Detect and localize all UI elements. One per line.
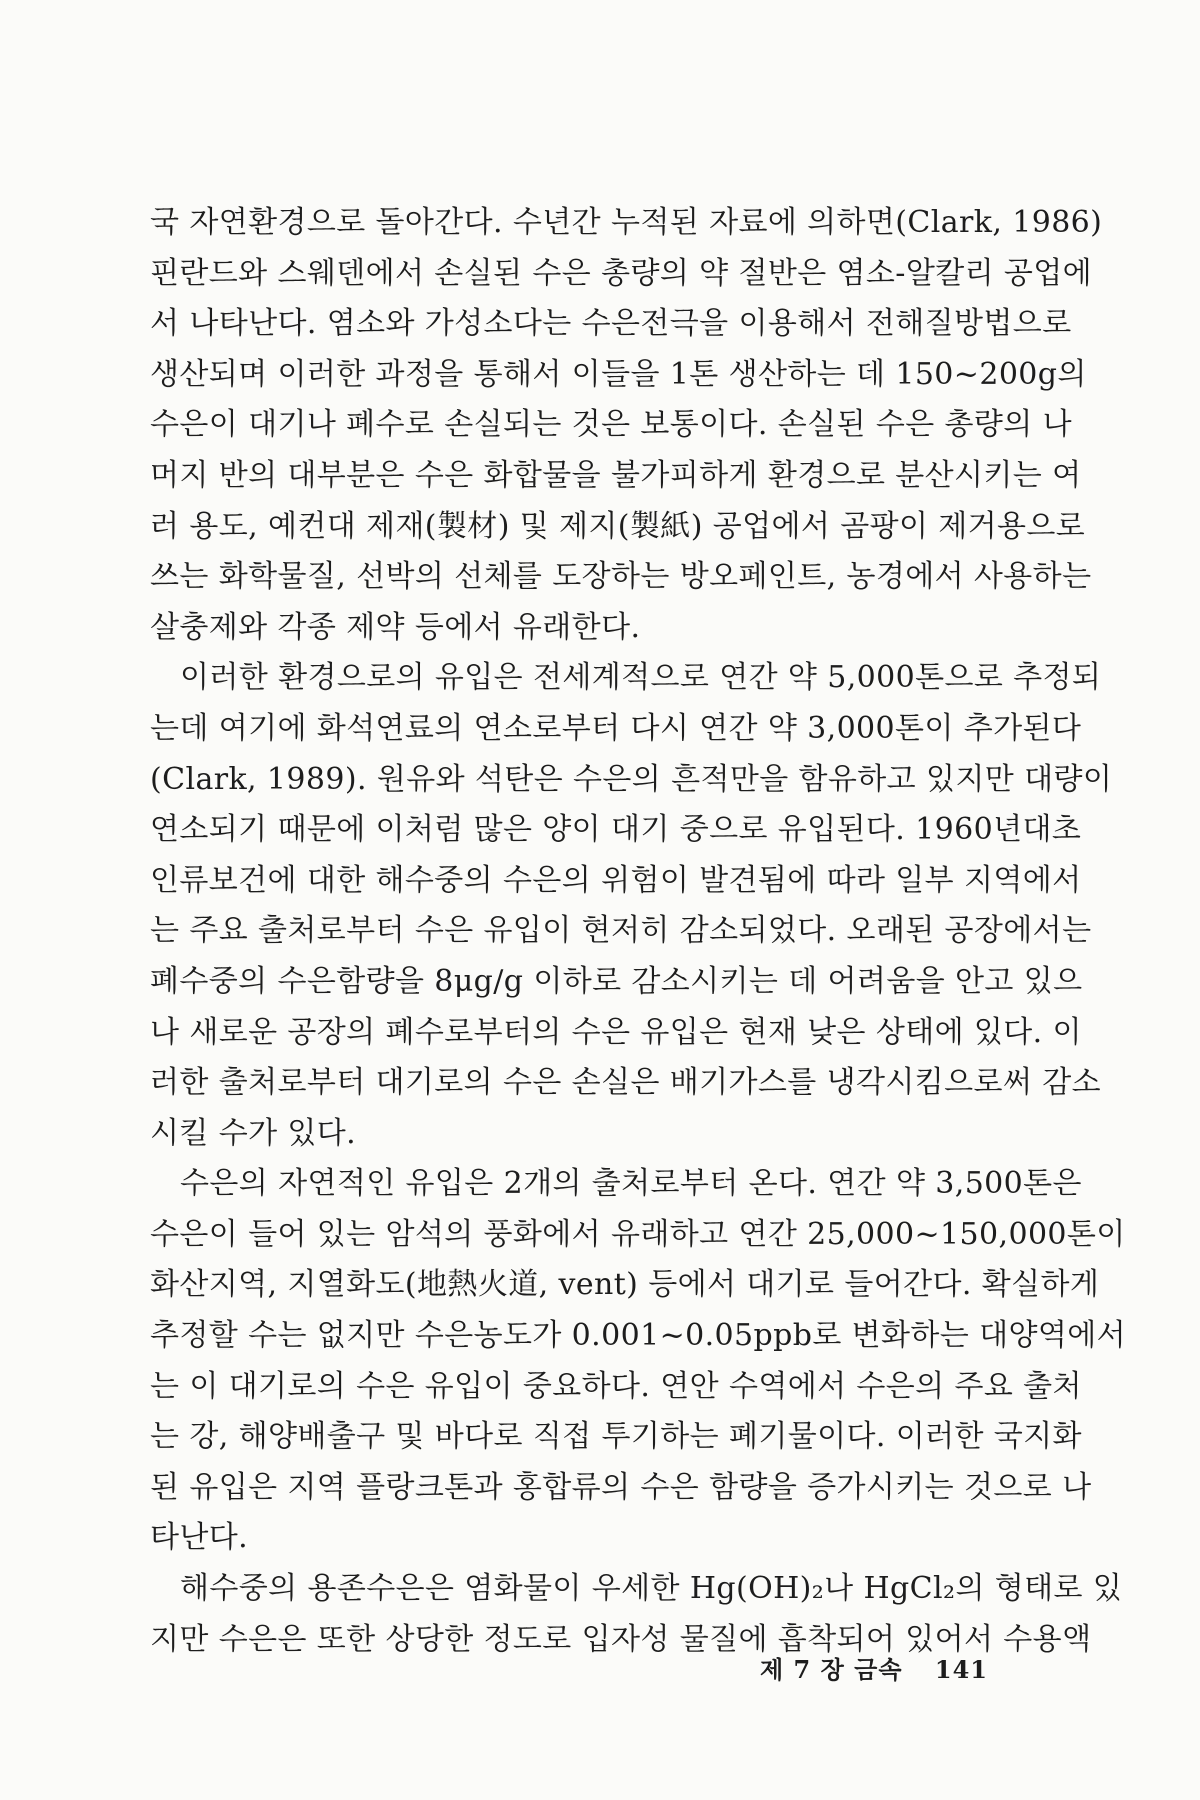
text-line: 해수중의 용존수은은 염화물이 우세한 Hg(OH)₂나 HgCl₂의 형태로 있 <box>180 1571 1123 1607</box>
text-line: (Clark, 1989). 원유와 석탄은 수은의 흔적만을 함유하고 있지만 대량이 <box>150 761 1113 797</box>
text-line: 수은이 들어 있는 암석의 풍화에서 유래하고 연간 25,000~150,000톤이 <box>150 1216 1126 1252</box>
text-line: 쓰는 화학물질, 선박의 선체를 도장하는 방오페인트, 농경에서 사용하는 <box>150 559 1092 595</box>
text-line: 폐수중의 수은함량을 8μg/g 이하로 감소시키는 데 어려움을 안고 있으 <box>150 963 1083 999</box>
paragraph <box>150 1159 1126 1564</box>
text-line: 나 새로운 공장의 폐수로부터의 수은 유입은 현재 낮은 상태에 있다. 이 <box>150 1014 1082 1050</box>
text-line: 이러한 환경으로의 유입은 전세계적으로 연간 약 5,000톤으로 추정되 <box>180 660 1102 696</box>
text-line: 러 용도, 예컨대 제재(製材) 및 제지(製紙) 공업에서 곰팡이 제거용으로 <box>150 508 1086 544</box>
text-line: 수은이 대기나 폐수로 손실되는 것은 보통이다. 손실된 수은 총량의 나 <box>150 407 1073 443</box>
text-line: 핀란드와 스웨덴에서 손실된 수은 총량의 약 절반은 염소-알칼리 공업에 <box>150 255 1093 291</box>
text-line: 지만 수은은 또한 상당한 정도로 입자성 물질에 흡착되어 있어서 수용액 <box>150 1621 1092 1657</box>
text-line: 러한 출처로부터 대기로의 수은 손실은 배기가스를 냉각시킴으로써 감소 <box>150 1065 1101 1101</box>
text-line: 는 주요 출처로부터 수은 유입이 현저히 감소되었다. 오래된 공장에서는 <box>150 913 1092 949</box>
text-line: 국 자연환경으로 돌아간다. 수년간 누적된 자료에 의하면(Clark, 1986) <box>150 205 1103 240</box>
text-line: 서 나타난다. 염소와 가성소다는 수은전극을 이용해서 전해질방법으로 <box>150 306 1072 342</box>
text-line: 연소되기 때문에 이처럼 많은 양이 대기 중으로 유입된다. 1960년대초 <box>150 812 1082 848</box>
text-line: 는 이 대기로의 수은 유입이 중요하다. 연안 수역에서 수은의 주요 출처 <box>150 1368 1082 1404</box>
text-line: 인류보건에 대한 해수중의 수은의 위험이 발견됨에 따라 일부 지역에서 <box>150 862 1082 898</box>
text-line: 화산지역, 지열화도(地熱火道, vent) 등에서 대기로 들어간다. 확실하게 <box>150 1267 1100 1303</box>
text-line: 시킬 수가 있다. <box>150 1115 357 1151</box>
text-line: 타난다. <box>150 1520 249 1556</box>
text-line: 는 강, 해양배출구 및 바다로 직접 투기하는 폐기물이다. 이러한 국지화 <box>150 1419 1082 1455</box>
text-line: 는데 여기에 화석연료의 연소로부터 다시 연간 약 3,000톤이 추가된다 <box>150 710 1082 746</box>
text-line: 생산되며 이러한 과정을 통해서 이들을 1톤 생산하는 데 150~200g의 <box>150 356 1087 392</box>
chapter-title: 제 7 장 금속 <box>760 1655 903 1684</box>
text-line: 살충제와 각종 제약 등에서 유래한다. <box>150 609 641 645</box>
text-line: 된 유입은 지역 플랑크톤과 홍합류의 수은 함량을 증가시키는 것으로 나 <box>150 1469 1092 1505</box>
body-text <box>150 198 1126 1665</box>
page-number: 141 <box>934 1655 988 1684</box>
paragraph <box>150 198 1103 653</box>
page-footer <box>760 1650 1060 1690</box>
text-line: 추정할 수는 없지만 수은농도가 0.001~0.05ppb로 변화하는 대양역에서 <box>150 1318 1126 1354</box>
text-line: 수은의 자연적인 유입은 2개의 출처로부터 온다. 연간 약 3,500톤은 <box>180 1166 1082 1202</box>
paragraph <box>150 653 1113 1159</box>
text-line: 머지 반의 대부분은 수은 화합물을 불가피하게 환경으로 분산시키는 여 <box>150 457 1082 493</box>
